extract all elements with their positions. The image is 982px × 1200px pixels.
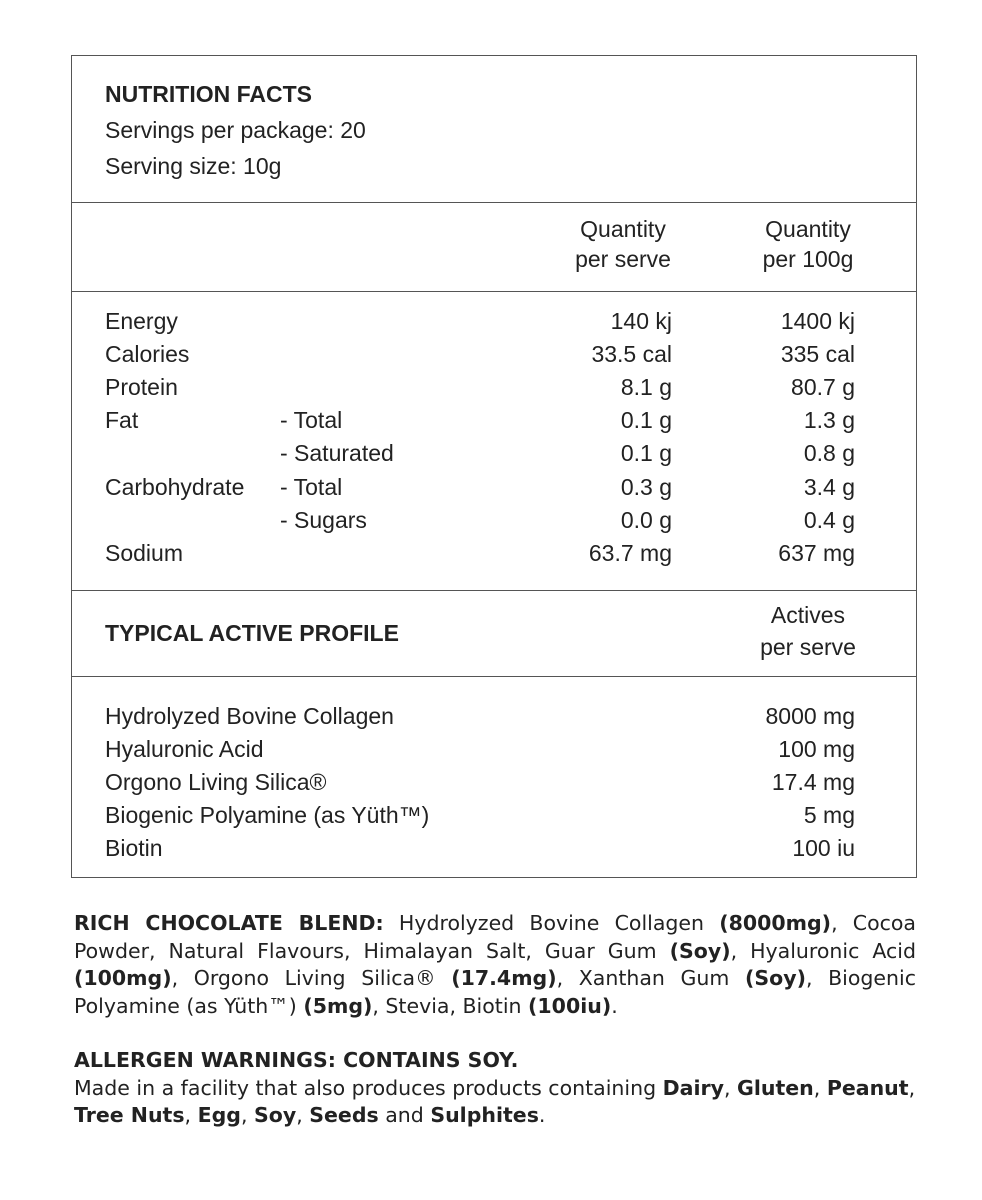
nutrient-sub: - Saturated — [280, 440, 394, 466]
allergen-part: , — [240, 1103, 254, 1127]
servings-per-package: Servings per package: 20 — [105, 117, 366, 143]
ingredients-label: RICH CHOCOLATE BLEND: — [74, 911, 384, 935]
nutrient-sub: - Total — [280, 474, 343, 500]
ingredient-amount: (8000mg) — [719, 911, 832, 935]
allergen-item: Gluten — [737, 1075, 814, 1100]
active-name: Orgono Living Silica® — [105, 769, 327, 795]
col-header-per-serve — [555, 214, 691, 274]
divider — [72, 291, 916, 292]
ingredient-amount: (17.4mg) — [451, 966, 557, 990]
per-100g-value: 1400 kj — [780, 308, 855, 334]
active-name: Hydrolyzed Bovine Collagen — [105, 703, 394, 729]
ingredient-text: . — [611, 993, 618, 1018]
nutrient-name: Fat — [105, 407, 139, 433]
nutrient-sub: - Sugars — [280, 507, 367, 533]
allergen-item: Soy — [254, 1103, 297, 1127]
serving-size: Serving size: 10g — [105, 153, 282, 179]
allergen-item: Dairy — [662, 1075, 724, 1100]
col-header-line: per 100g — [762, 246, 854, 272]
active-name: Biotin — [105, 835, 163, 861]
per-100g-value: 3.4 g — [803, 474, 855, 500]
allergen-part: , — [908, 1075, 916, 1100]
ingredient-text: Hydrolyzed Bovine Collagen — [383, 911, 720, 935]
active-value: 5 mg — [803, 802, 855, 828]
nutrition-row — [72, 507, 916, 540]
per-serve-value: 140 kj — [610, 308, 672, 334]
allergen-item: Sulphites — [430, 1103, 539, 1127]
allergen-item: Peanut — [826, 1075, 909, 1100]
nutrient-name: Calories — [105, 341, 190, 367]
allergen-part: , — [184, 1103, 198, 1127]
nutrient-name: Sodium — [105, 540, 183, 566]
per-100g-value: 80.7 g — [791, 374, 855, 400]
allergen-block — [74, 1047, 916, 1130]
active-row — [72, 703, 916, 736]
per-serve-value: 0.1 g — [620, 440, 672, 466]
allergen-item: Egg — [197, 1103, 241, 1127]
active-row — [72, 802, 916, 835]
active-name: Biogenic Polyamine (as Yüth™) — [105, 802, 430, 828]
divider — [72, 676, 916, 677]
nutrient-name: Carbohydrate — [105, 474, 245, 500]
active-value: 17.4 mg — [771, 769, 855, 795]
allergen-part: , — [296, 1103, 310, 1127]
ingredient-text: , Orgono Living Silica® — [171, 966, 452, 990]
allergen-item: Tree Nuts — [74, 1103, 185, 1127]
divider — [72, 590, 916, 591]
ingredient-amount: (5mg) — [303, 993, 373, 1018]
per-100g-value: 1.3 g — [803, 407, 855, 433]
col-header-line: Quantity — [765, 216, 851, 242]
active-value: 100 mg — [778, 736, 855, 762]
col-header-line: per serve — [575, 246, 671, 272]
ingredient-text: , Hyaluronic Acid — [730, 938, 916, 963]
nutrient-name: Energy — [105, 308, 178, 334]
per-serve-value: 0.0 g — [620, 507, 672, 533]
per-100g-value: 637 mg — [778, 540, 855, 566]
ingredient-text: , Cocoa Powder, Natural Flavours, Himalayan Salt, Guar Gum — [74, 911, 916, 963]
allergen-part: . — [538, 1103, 546, 1127]
per-100g-value: 0.4 g — [803, 507, 855, 533]
active-name: Hyaluronic Acid — [105, 736, 264, 762]
active-value: 100 iu — [792, 835, 855, 861]
nutrition-row — [72, 407, 916, 440]
active-row — [72, 736, 916, 769]
col-header-line: per serve — [760, 634, 856, 660]
per-serve-value: 33.5 cal — [591, 341, 672, 367]
active-row — [72, 769, 916, 802]
allergen-part: and — [378, 1103, 431, 1127]
ingredient-text: , Biogenic Polyamine (as Yüth™) — [74, 966, 916, 1018]
per-serve-value: 0.3 g — [620, 474, 672, 500]
nutrition-row — [72, 374, 916, 407]
col-header-line: Quantity — [580, 216, 666, 242]
ingredient-text: , Xanthan Gum — [556, 966, 746, 990]
ingredient-text: , Stevia, Biotin — [372, 993, 529, 1018]
per-serve-value: 8.1 g — [620, 374, 672, 400]
nutrition-panel — [71, 55, 917, 878]
ingredients-paragraph — [74, 910, 916, 1020]
allergen-item: Seeds — [309, 1103, 379, 1127]
allergen-heading: ALLERGEN WARNINGS: CONTAINS SOY. — [74, 1048, 519, 1072]
ingredient-allergen: (Soy) — [745, 966, 806, 990]
ingredient-amount: (100iu) — [528, 993, 612, 1018]
active-profile-title: TYPICAL ACTIVE PROFILE — [105, 620, 399, 646]
nutrition-row — [72, 540, 916, 573]
nutrition-row — [72, 341, 916, 374]
per-serve-value: 63.7 mg — [588, 540, 672, 566]
ingredient-allergen: (Soy) — [669, 938, 731, 963]
divider — [72, 202, 916, 203]
allergen-text — [74, 1075, 916, 1130]
active-value: 8000 mg — [765, 703, 855, 729]
per-100g-value: 0.8 g — [803, 440, 855, 466]
col-header-per-100g — [740, 214, 876, 274]
nutrient-sub: - Total — [280, 407, 343, 433]
nutrition-title: NUTRITION FACTS — [105, 81, 312, 107]
ingredient-amount: (100mg) — [74, 966, 172, 990]
nutrition-row — [72, 308, 916, 341]
nutrition-row — [72, 440, 916, 473]
nutrition-row — [72, 474, 916, 507]
col-header-actives — [740, 599, 876, 663]
allergen-part: , — [813, 1075, 827, 1100]
col-header-line: Actives — [770, 602, 846, 628]
active-row — [72, 835, 916, 868]
allergen-part: , — [723, 1075, 738, 1100]
allergen-part: Made in a facility that also produces products containing — [74, 1075, 663, 1100]
per-100g-value: 335 cal — [780, 341, 855, 367]
per-serve-value: 0.1 g — [620, 407, 672, 433]
nutrient-name: Protein — [105, 374, 178, 400]
